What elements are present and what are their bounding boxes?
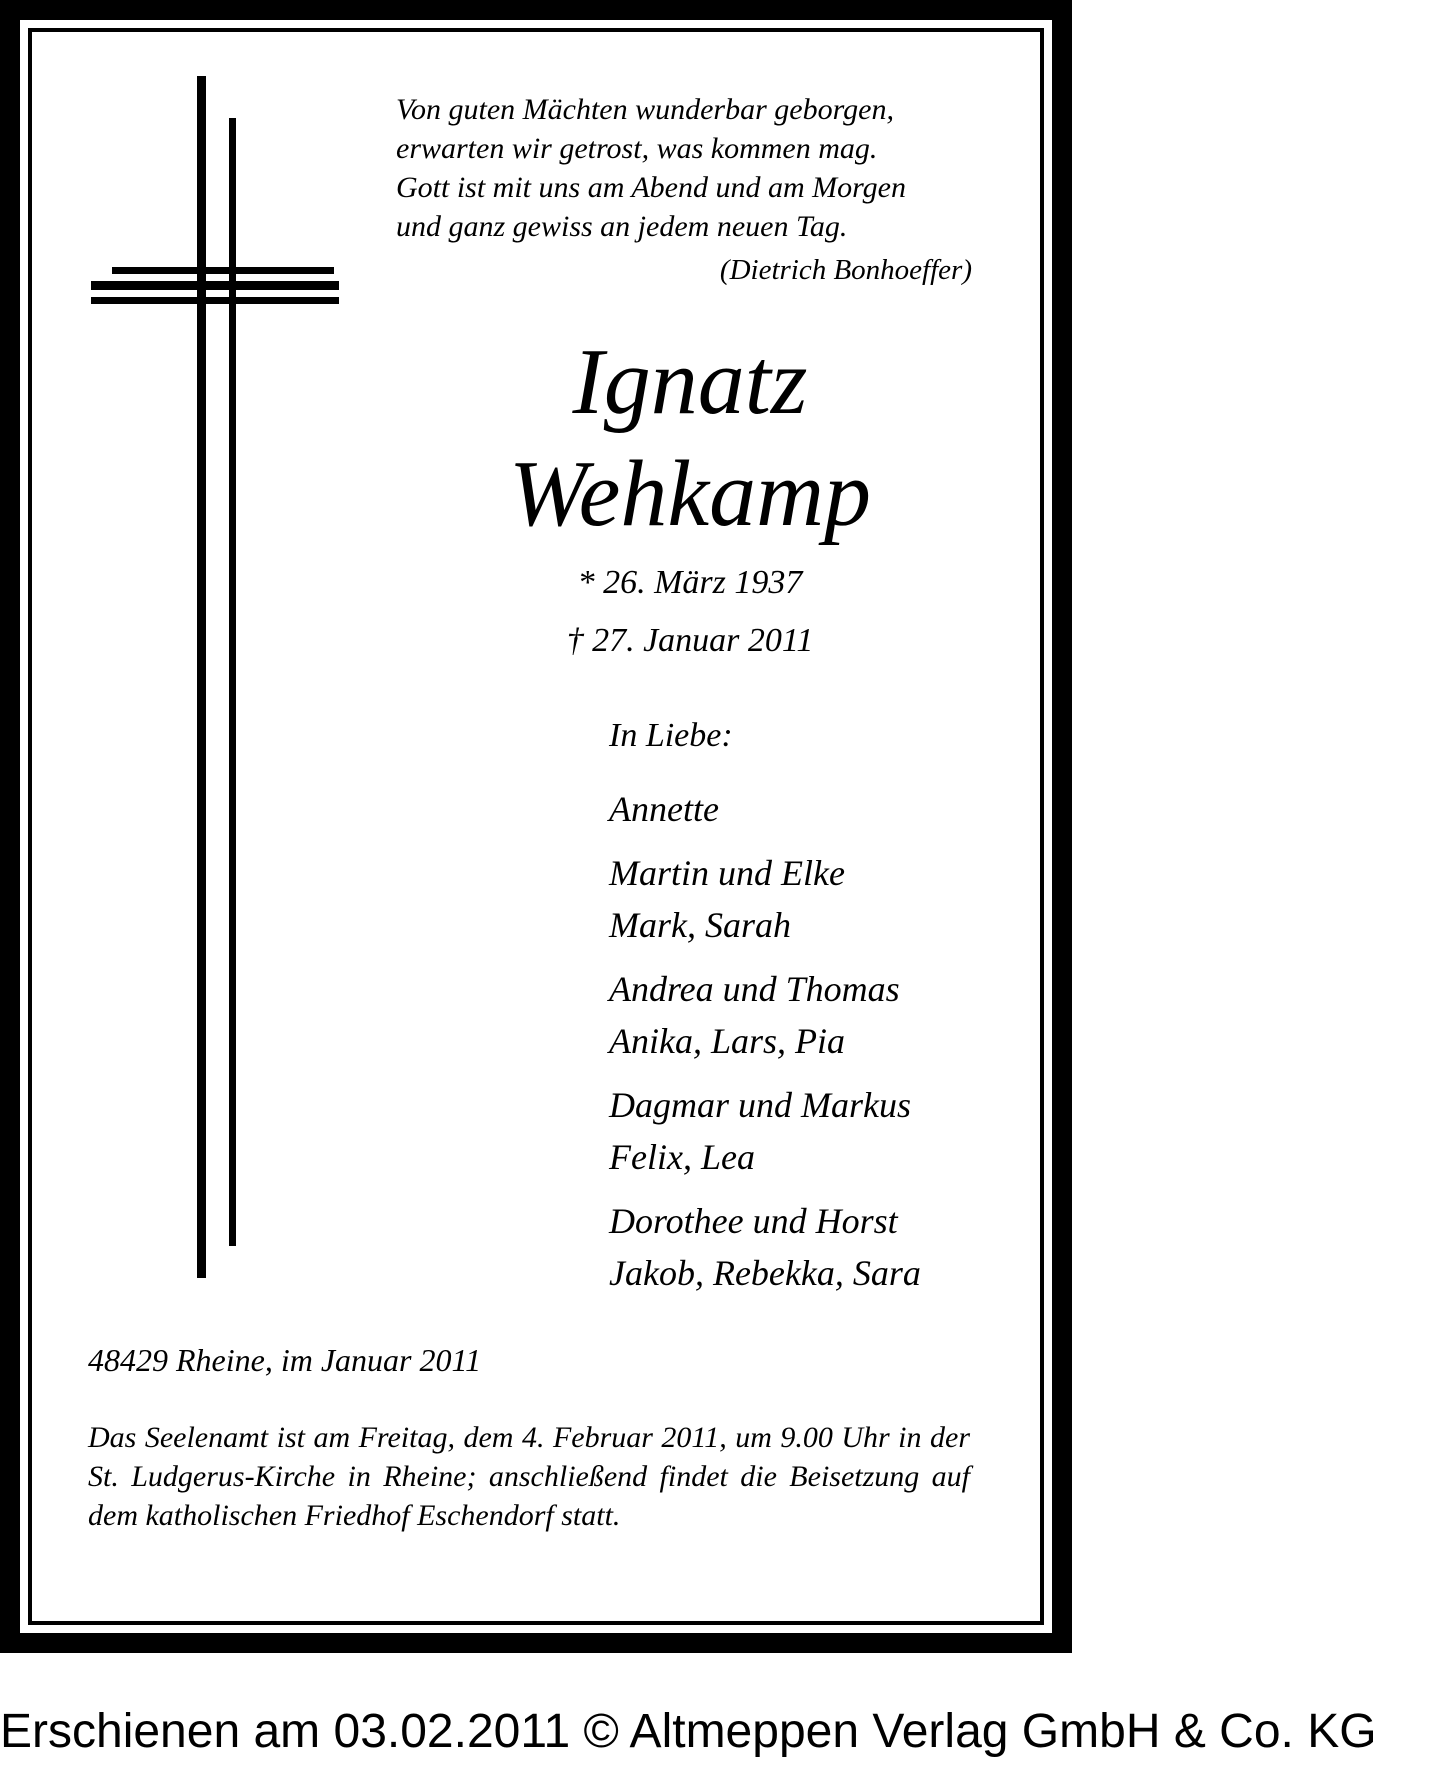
service-info: Das Seelenamt ist am Freitag, dem 4. Februar 2011, um 9.00 Uhr in der St. Ludgerus-Kirche in Rheine; anschließend findet die Beisetzung auf dem katholischen Friedhof Eschendorf statt. (88, 1421, 970, 1532)
quote-line: und ganz gewiss an jedem neuen Tag. (396, 210, 848, 243)
quote-line: Von guten Mächten wunderbar geborgen, (396, 93, 894, 126)
family-member: Martin und Elke (609, 853, 845, 893)
family-member: Felix, Lea (609, 1137, 755, 1177)
quote-author: (Dietrich Bonhoeffer) (719, 254, 972, 286)
quote-line: Gott ist mit uns am Abend und am Morgen (396, 171, 906, 204)
birth-date: * 26. März 1937 (577, 564, 803, 601)
family-group (609, 1195, 1029, 1299)
family-member: Anika, Lars, Pia (609, 1021, 846, 1061)
place-date: 48429 Rheine, im Januar 2011 (88, 1342, 482, 1378)
death-date: † 27. Januar 2011 (566, 622, 814, 659)
bonhoeffer-quote (396, 90, 1016, 246)
publication-footer: Erschienen am 03.02.2011 © Altmeppen Verlag GmbH & Co. KG (0, 1705, 1377, 1758)
family-group (609, 963, 1029, 1067)
deceased-first-name: Ignatz (572, 330, 808, 434)
family-member: Andrea und Thomas (609, 969, 900, 1009)
family-member: Dorothee und Horst (609, 1201, 898, 1241)
family-member: Annette (609, 789, 719, 829)
family-member: Dagmar und Markus (609, 1085, 911, 1125)
quote-line: erwarten wir getrost, was kommen mag. (396, 132, 878, 165)
family-list (609, 715, 1029, 1311)
family-group (609, 783, 1029, 835)
family-member: Mark, Sarah (609, 905, 791, 945)
deceased-last-name: Wehkamp (508, 442, 871, 546)
family-group (609, 847, 1029, 951)
family-group (609, 1079, 1029, 1183)
family-member: Jakob, Rebekka, Sara (609, 1253, 921, 1293)
family-intro: In Liebe: (609, 717, 733, 754)
